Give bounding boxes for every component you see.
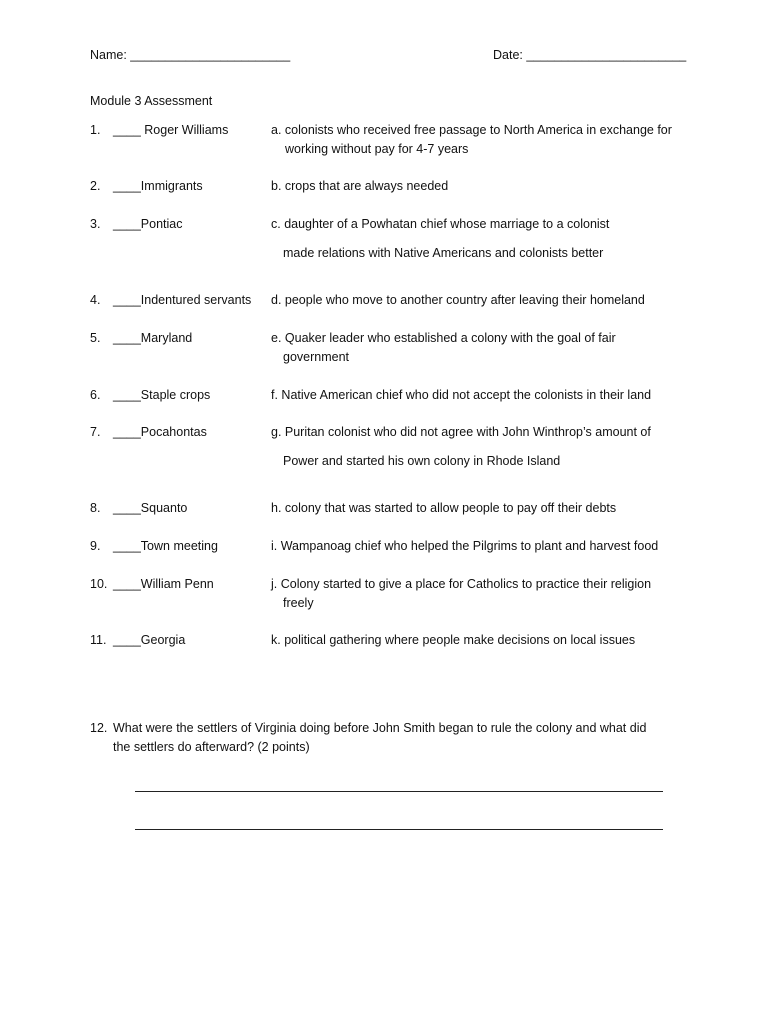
- item-number: 9.: [90, 539, 101, 553]
- item-number: 8.: [90, 501, 101, 515]
- item-definition: [271, 499, 691, 518]
- definition-line: c. daughter of a Powhatan chief whose marriage to a colonist: [271, 217, 610, 231]
- item-term: ____Immigrants: [113, 179, 203, 193]
- item-definition: [271, 215, 691, 263]
- item-definition: [271, 631, 691, 650]
- item-term: ____Indentured servants: [113, 293, 252, 307]
- definition-continuation: freely: [283, 596, 314, 610]
- item-definition: [271, 575, 691, 613]
- item-number: 2.: [90, 179, 101, 193]
- item-definition: [271, 423, 691, 471]
- item-number: 3.: [90, 217, 101, 231]
- item-definition: [271, 121, 691, 159]
- definition-line: e. Quaker leader who established a colony with the goal of fair: [271, 331, 616, 345]
- item-definition: [271, 291, 691, 310]
- definition-line: a. colonists who received free passage to North America in exchange for: [271, 123, 672, 137]
- item-term: ____Pocahontas: [113, 425, 207, 439]
- item-number: 6.: [90, 388, 101, 402]
- answer-line[interactable]: [135, 829, 663, 830]
- item-number: 10.: [90, 577, 108, 591]
- question-text-line: What were the settlers of Virginia doing before John Smith began to rule the colony and what did: [113, 721, 647, 735]
- definition-continuation: government: [283, 350, 350, 364]
- item-term: ____Staple crops: [113, 388, 211, 402]
- item-term: ____Town meeting: [113, 539, 218, 553]
- definition-line: j. Colony started to give a place for Catholics to practice their religion: [271, 577, 652, 591]
- definition-line: h. colony that was started to allow people to pay off their debts: [271, 501, 617, 515]
- date-field-label: Date: _______________________: [493, 48, 687, 62]
- item-term: ____Georgia: [113, 633, 186, 647]
- definition-line: i. Wampanoag chief who helped the Pilgrims to plant and harvest food: [271, 539, 659, 553]
- answer-line[interactable]: [135, 791, 663, 792]
- name-field-label: Name: _______________________: [90, 48, 291, 62]
- item-term: ____ Roger Williams: [113, 123, 229, 137]
- item-number: 1.: [90, 123, 101, 137]
- item-number: 5.: [90, 331, 101, 345]
- definition-line: b. crops that are always needed: [271, 179, 449, 193]
- assessment-title: Module 3 Assessment: [90, 94, 213, 108]
- definition-continuation: working without pay for 4-7 years: [285, 142, 469, 156]
- item-definition: [271, 537, 691, 556]
- question-text-line: the settlers do afterward? (2 points): [113, 740, 310, 754]
- item-number: 11.: [90, 633, 107, 647]
- definition-line: g. Puritan colonist who did not agree with John Winthrop’s amount of: [271, 425, 651, 439]
- definition-line: k. political gathering where people make decisions on local issues: [271, 633, 636, 647]
- definition-line: f. Native American chief who did not accept the colonists in their land: [271, 388, 652, 402]
- definition-continuation: made relations with Native Americans and colonists better: [283, 246, 604, 260]
- item-definition: [271, 386, 691, 405]
- item-definition: [271, 177, 691, 196]
- definition-continuation: Power and started his own colony in Rhode Island: [283, 454, 561, 468]
- item-number: 4.: [90, 293, 101, 307]
- question-number: 12.: [90, 721, 108, 735]
- definition-line: d. people who move to another country after leaving their homeland: [271, 293, 645, 307]
- item-term: ____William Penn: [113, 577, 214, 591]
- item-term: ____Pontiac: [113, 217, 183, 231]
- item-definition: [271, 329, 691, 367]
- item-term: ____Squanto: [113, 501, 188, 515]
- item-term: ____Maryland: [113, 331, 193, 345]
- item-number: 7.: [90, 425, 101, 439]
